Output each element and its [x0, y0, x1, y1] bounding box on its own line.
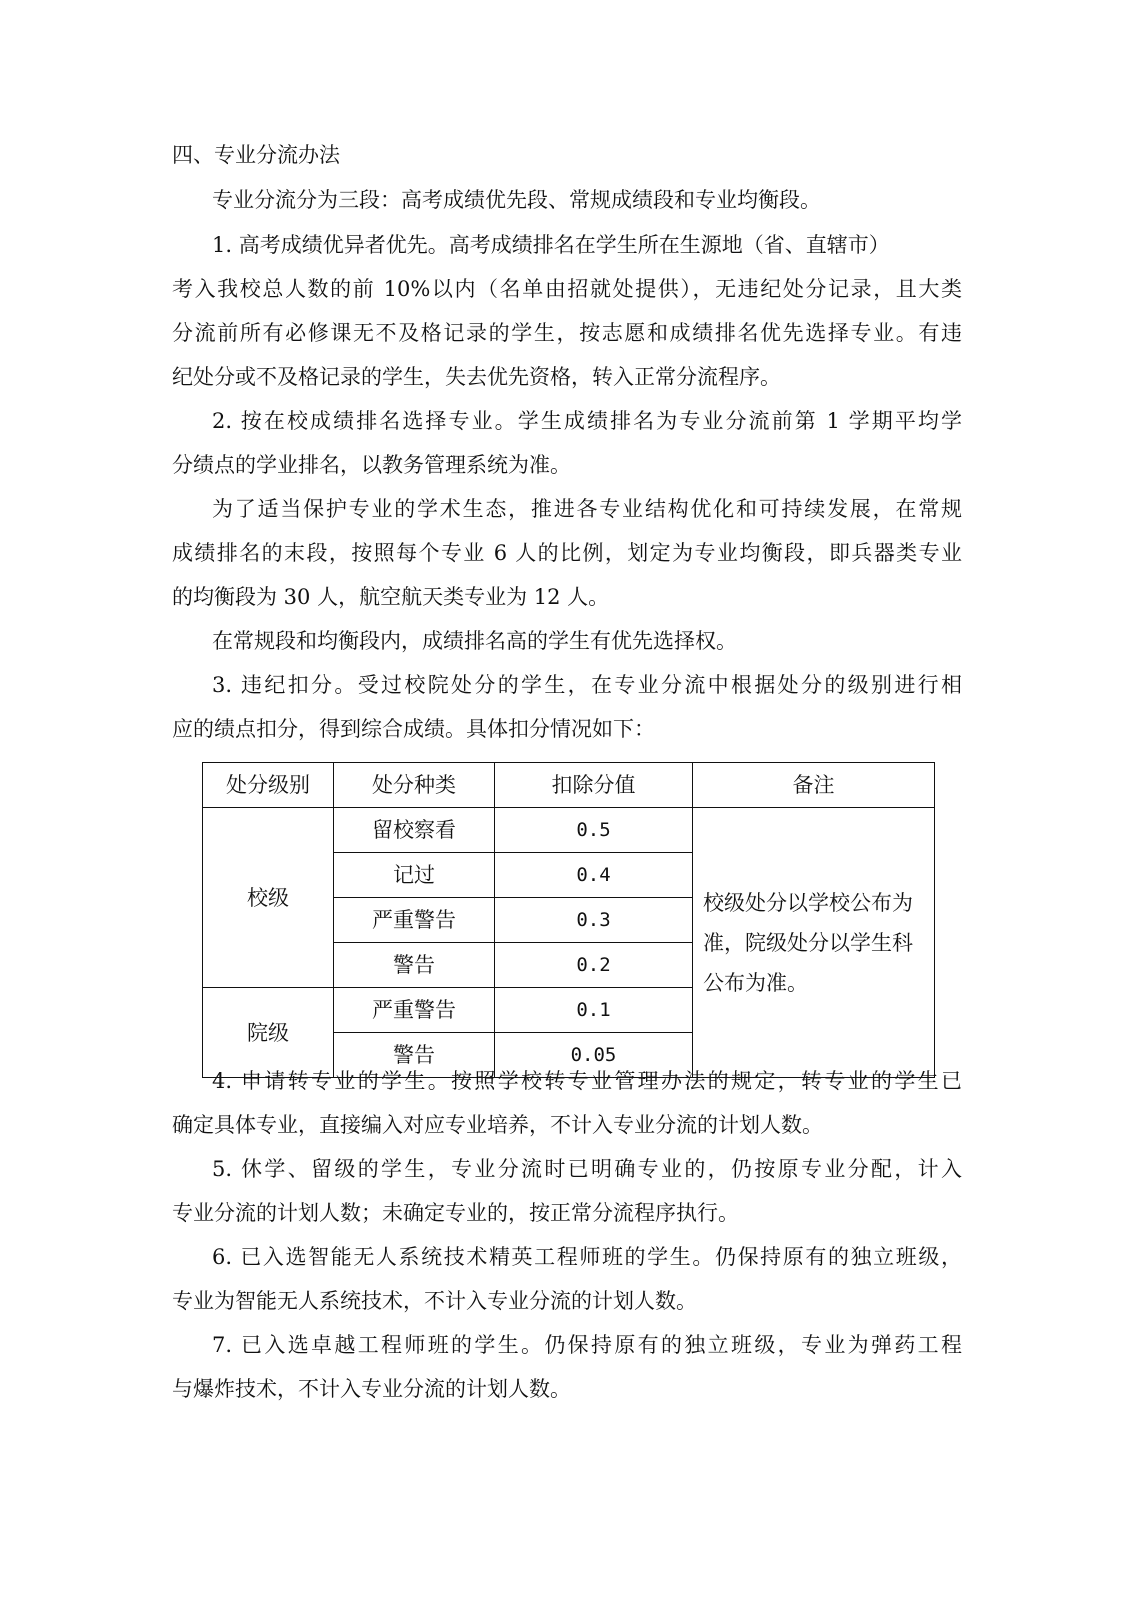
penalty-value-cell: 0.3 — [495, 898, 693, 943]
paragraph-line: 专业分流的计划人数；未确定专业的，按正常分流程序执行。 — [172, 1201, 739, 1225]
paragraph-line: 为了适当保护专业的学术生态，推进各专业结构优化和可持续发展，在常规 — [212, 497, 962, 521]
paragraph-line: 纪处分或不及格记录的学生，失去优先资格，转入正常分流程序。 — [172, 365, 781, 389]
paragraph-line: 2. 按在校成绩排名选择专业。学生成绩排名为专业分流前第 1 学期平均学 — [212, 409, 962, 433]
level-cell-college: 院级 — [203, 988, 334, 1078]
paragraph-line: 分流前所有必修课无不及格记录的学生，按志愿和成绩排名优先选择专业。有违 — [172, 321, 962, 345]
paragraph-line: 专业分流分为三段：高考成绩优先段、常规成绩段和专业均衡段。 — [212, 188, 821, 212]
penalty-value-cell: 0.05 — [495, 1033, 693, 1078]
paragraph-line: 与爆炸技术，不计入专业分流的计划人数。 — [172, 1377, 571, 1401]
penalty-value-cell: 0.1 — [495, 988, 693, 1033]
note-cell: 校级处分以学校公布为准，院级处分以学生科公布为准。 — [693, 808, 935, 1078]
paragraph-line: 应的绩点扣分，得到综合成绩。具体扣分情况如下： — [172, 717, 655, 741]
table-header-cell: 处分级别 — [203, 763, 334, 808]
penalty-type-cell: 严重警告 — [334, 898, 495, 943]
table-header-row — [203, 763, 935, 808]
paragraph-line: 考入我校总人数的前 10%以内（名单由招就处提供），无违纪处分记录，且大类 — [172, 277, 962, 301]
paragraph-line: 7. 已入选卓越工程师班的学生。仍保持原有的独立班级，专业为弹药工程 — [212, 1333, 962, 1357]
table-header-cell: 扣除分值 — [495, 763, 693, 808]
table-header-cell: 处分种类 — [334, 763, 495, 808]
paragraph-line: 成绩排名的末段，按照每个专业 6 人的比例，划定为专业均衡段，即兵器类专业 — [172, 541, 962, 565]
table-header-cell: 备注 — [693, 763, 935, 808]
paragraph-line: 5. 休学、留级的学生，专业分流时已明确专业的，仍按原专业分配，计入 — [212, 1157, 962, 1181]
penalty-type-cell: 警告 — [334, 1033, 495, 1078]
penalty-type-cell: 警告 — [334, 943, 495, 988]
penalty-type-cell: 留校察看 — [334, 808, 495, 853]
paragraph-line: 的均衡段为 30 人，航空航天类专业为 12 人。 — [172, 585, 610, 609]
paragraph-line: 确定具体专业，直接编入对应专业培养，不计入专业分流的计划人数。 — [172, 1113, 823, 1137]
penalty-value-cell: 0.5 — [495, 808, 693, 853]
paragraph-line: 4. 申请转专业的学生。按照学校转专业管理办法的规定，转专业的学生已 — [212, 1069, 962, 1093]
section-heading: 四、专业分流办法 — [172, 143, 340, 167]
paragraph-line: 专业为智能无人系统技术，不计入专业分流的计划人数。 — [172, 1289, 697, 1313]
paragraph-line: 分绩点的学业排名，以教务管理系统为准。 — [172, 453, 571, 477]
level-cell-school: 校级 — [203, 808, 334, 988]
penalty-type-cell: 记过 — [334, 853, 495, 898]
paragraph-line: 在常规段和均衡段内，成绩排名高的学生有优先选择权。 — [212, 629, 737, 653]
paragraph-line: 3. 违纪扣分。受过校院处分的学生，在专业分流中根据处分的级别进行相 — [212, 673, 962, 697]
penalty-table — [202, 762, 935, 1078]
penalty-value-cell: 0.2 — [495, 943, 693, 988]
table-row — [203, 808, 935, 853]
paragraph-line: 1. 高考成绩优异者优先。高考成绩排名在学生所在生源地（省、直辖市） — [212, 233, 890, 257]
penalty-value-cell: 0.4 — [495, 853, 693, 898]
penalty-type-cell: 严重警告 — [334, 988, 495, 1033]
paragraph-line: 6. 已入选智能无人系统技术精英工程师班的学生。仍保持原有的独立班级， — [212, 1245, 962, 1269]
